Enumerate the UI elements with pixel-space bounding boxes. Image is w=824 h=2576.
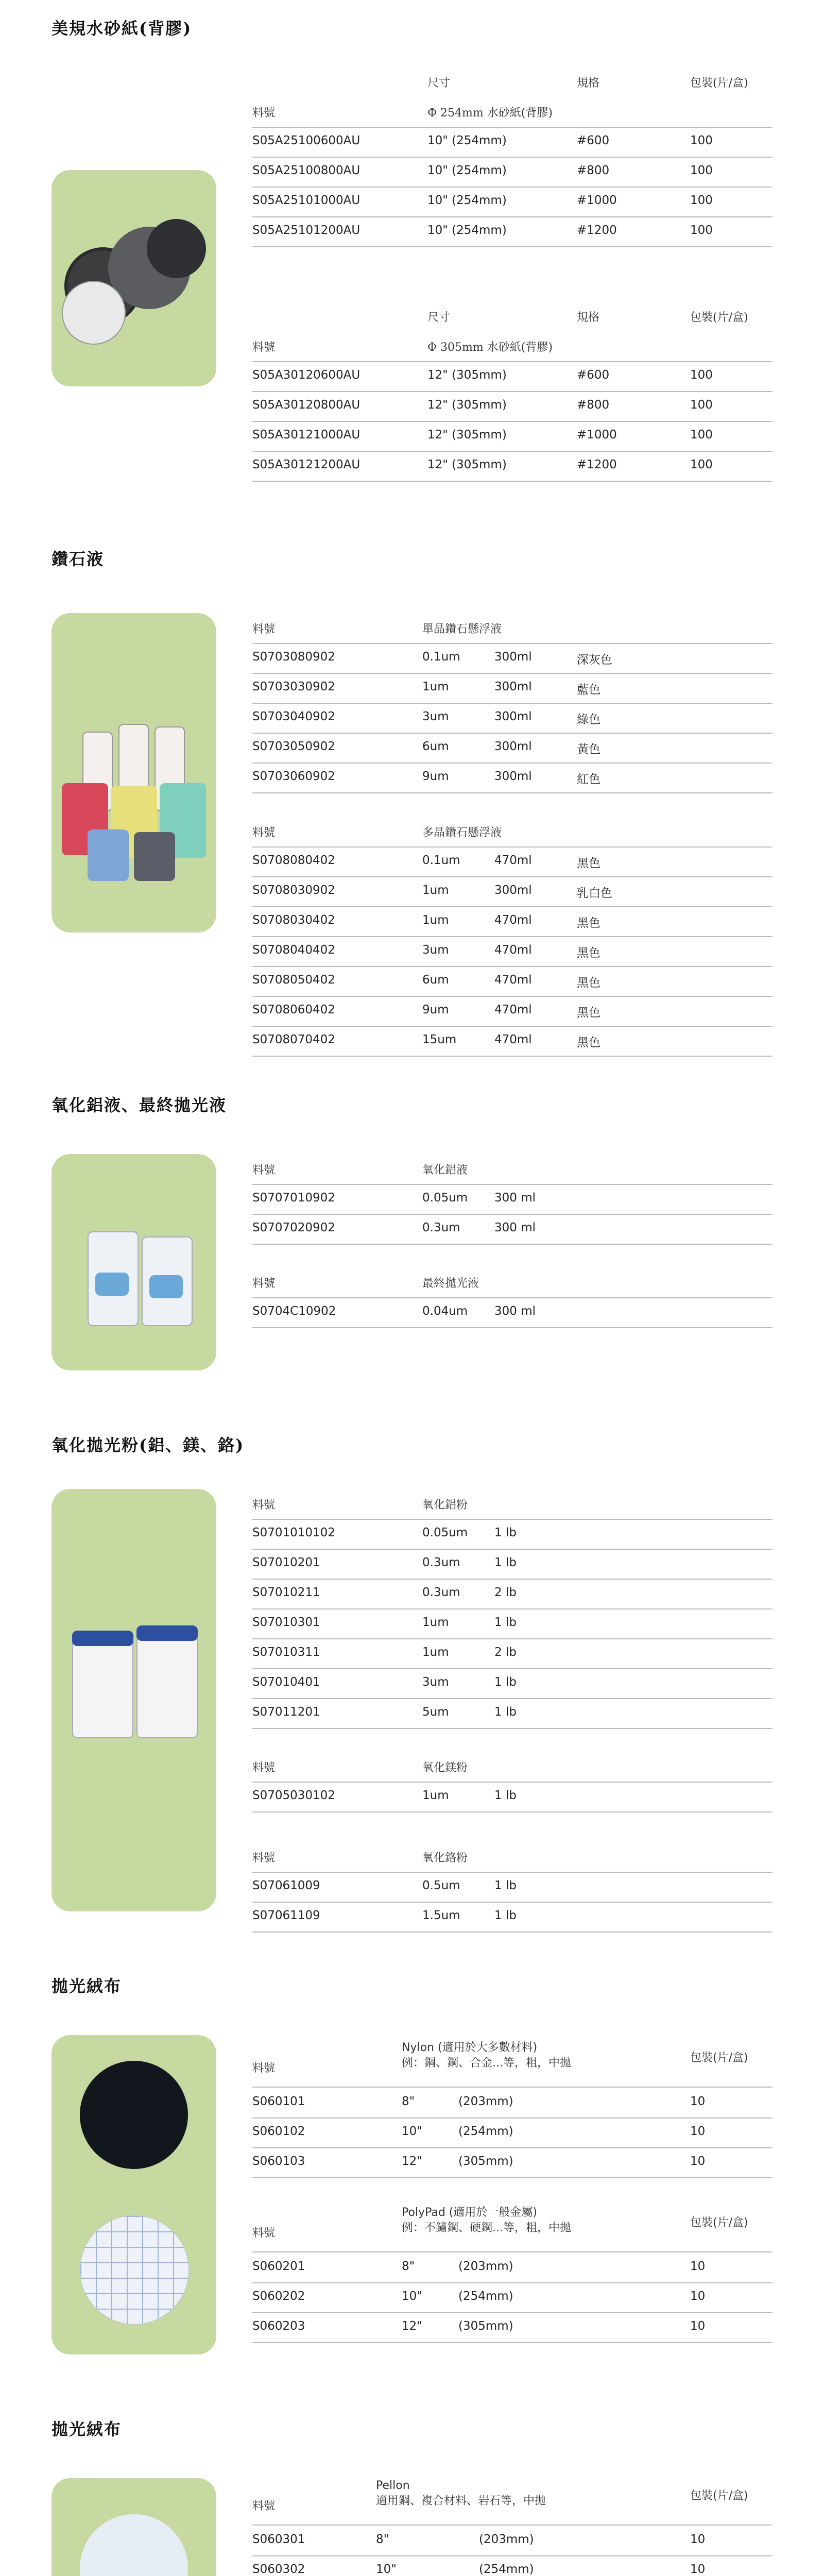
table-cell: S07011201 bbox=[252, 1705, 320, 1719]
nylon-pad-icon bbox=[80, 2061, 188, 2169]
table-cell: S0707010902 bbox=[252, 1191, 335, 1205]
table-cell: S0703080902 bbox=[252, 650, 335, 664]
table-cell: 300 ml bbox=[494, 1304, 536, 1318]
table-row bbox=[252, 1297, 772, 1328]
table-row bbox=[252, 1549, 772, 1580]
col-header: 包裝(片/盒) bbox=[690, 311, 748, 324]
table-cell: #600 bbox=[577, 368, 610, 382]
col-header: 料號 bbox=[252, 2062, 276, 2075]
table-row bbox=[252, 2147, 772, 2178]
table-cell: 100 bbox=[690, 398, 713, 412]
table-cell: #800 bbox=[577, 164, 610, 177]
table-cell: 300ml bbox=[494, 680, 532, 693]
table-cell: (254mm) bbox=[458, 2125, 513, 2138]
table-cell: 300 ml bbox=[494, 1191, 536, 1205]
product-image-cloth-2 bbox=[52, 2478, 216, 2576]
table-cell: (305mm) bbox=[458, 2155, 513, 2168]
table-cell: 黑色 bbox=[577, 917, 600, 930]
jar-icon bbox=[72, 1638, 133, 1738]
table-cell: 0.1um bbox=[422, 854, 460, 867]
table-cell: S060201 bbox=[252, 2260, 305, 2273]
table-cell: (254mm) bbox=[479, 2563, 534, 2576]
table-cell: 3um bbox=[422, 710, 449, 723]
table-row bbox=[252, 1638, 772, 1669]
table-cell: 1um bbox=[422, 1789, 449, 1802]
section-title: 美規水砂紙(背膠) bbox=[52, 19, 192, 38]
table-cell: 300 ml bbox=[494, 1221, 536, 1234]
table-cell: 1um bbox=[422, 1616, 449, 1629]
table-row bbox=[252, 673, 772, 704]
table-cell: 0.3um bbox=[422, 1556, 460, 1569]
table-cell: S0708070402 bbox=[252, 1033, 335, 1046]
col-header: 料號 bbox=[252, 2500, 276, 2513]
table-cell: 10" (254mm) bbox=[427, 134, 507, 147]
table-cell: 1 lb bbox=[494, 1675, 517, 1689]
table-cell: 470ml bbox=[494, 1003, 532, 1016]
table-cell: S05A30121000AU bbox=[252, 428, 360, 442]
col-header: 料號 bbox=[252, 1499, 276, 1512]
table-cell: 1 lb bbox=[494, 1616, 517, 1629]
bottle-icon bbox=[134, 832, 175, 881]
table-cell: 1 lb bbox=[494, 1556, 517, 1569]
table-cell: 100 bbox=[690, 164, 713, 177]
col-header: 單晶鑽石懸浮液 bbox=[422, 623, 502, 636]
table-row bbox=[252, 1608, 772, 1639]
table-row bbox=[252, 127, 772, 158]
table-cell: 300ml bbox=[494, 770, 532, 783]
col-header: 氧化鋁粉 bbox=[422, 1499, 468, 1512]
table-cell: 10" (254mm) bbox=[427, 164, 507, 177]
table-cell: 1 lb bbox=[494, 1789, 517, 1802]
table-cell: 10" (254mm) bbox=[427, 224, 507, 237]
table-row bbox=[252, 1184, 772, 1215]
table-cell: 470ml bbox=[494, 854, 532, 867]
table-cell: (203mm) bbox=[458, 2260, 513, 2273]
col-header: PolyPad (適用於一般金屬) bbox=[402, 2206, 537, 2219]
table-row bbox=[252, 876, 772, 907]
table-cell: 黑色 bbox=[577, 946, 600, 960]
bottle-label-icon bbox=[95, 1273, 129, 1296]
table-row bbox=[252, 1698, 772, 1729]
product-image-sandpaper bbox=[52, 170, 216, 386]
table-cell: S0703060902 bbox=[252, 770, 335, 783]
table-cell: 10" bbox=[402, 2290, 422, 2303]
col-header: 料號 bbox=[252, 623, 276, 636]
table-cell: S060301 bbox=[252, 2533, 305, 2546]
table-cell: 0.05um bbox=[422, 1526, 468, 1539]
table-cell: 0.3um bbox=[422, 1586, 460, 1599]
table-row bbox=[252, 391, 772, 422]
col-header: 例：鋼、鋼、合金...等，粗，中拋 bbox=[402, 2057, 571, 2070]
table-cell: S07061009 bbox=[252, 1879, 320, 1892]
table-cell: S0708050402 bbox=[252, 973, 335, 987]
table-cell: 10 bbox=[690, 2125, 706, 2138]
table-cell: 3um bbox=[422, 943, 449, 957]
col-header: 多晶鑽石懸浮液 bbox=[422, 826, 502, 839]
table-cell: 100 bbox=[690, 134, 713, 147]
table-cell: S060101 bbox=[252, 2095, 305, 2108]
table-cell: 10 bbox=[690, 2155, 706, 2168]
table-cell: S07010301 bbox=[252, 1616, 320, 1629]
table-cell: 300ml bbox=[494, 650, 532, 664]
table-cell: 10 bbox=[690, 2563, 706, 2576]
table-row bbox=[252, 2088, 772, 2119]
table-cell: 1um bbox=[422, 1646, 449, 1659]
table-row bbox=[252, 157, 772, 188]
table-cell: 藍色 bbox=[577, 683, 600, 697]
table-row bbox=[252, 1902, 772, 1933]
table-cell: 1um bbox=[422, 680, 449, 693]
col-header: 包裝(片/盒) bbox=[690, 2216, 748, 2229]
bottle-icon bbox=[88, 829, 129, 881]
table-cell: 10" bbox=[376, 2563, 397, 2576]
table-cell: 10" (254mm) bbox=[427, 194, 507, 207]
table-cell: #1200 bbox=[577, 224, 617, 237]
table-cell: 12" (305mm) bbox=[427, 428, 507, 442]
col-header: 料號 bbox=[252, 107, 276, 120]
table-cell: 6um bbox=[422, 740, 449, 753]
table-cell: 470ml bbox=[494, 973, 532, 987]
col-header: 規格 bbox=[577, 77, 600, 90]
col-header: Pellon bbox=[376, 2479, 410, 2492]
table-cell: (203mm) bbox=[479, 2533, 534, 2546]
table-cell: 1 lb bbox=[494, 1879, 517, 1892]
table-row bbox=[252, 1519, 772, 1550]
col-header: Φ 305mm 水砂紙(背膠) bbox=[427, 341, 553, 354]
table-cell: S07061109 bbox=[252, 1909, 320, 1922]
table-cell: (305mm) bbox=[458, 2319, 513, 2333]
table-row bbox=[252, 1782, 772, 1812]
table-cell: #1200 bbox=[577, 458, 617, 471]
polypad-grid-icon bbox=[80, 2215, 189, 2325]
table-cell: S05A25101200AU bbox=[252, 224, 360, 237]
table-cell: S0703040902 bbox=[252, 710, 335, 723]
table-cell: (254mm) bbox=[458, 2290, 513, 2303]
table-cell: 12" bbox=[402, 2155, 422, 2168]
table-cell: 12" (305mm) bbox=[427, 458, 507, 471]
col-header: Φ 254mm 水砂紙(背膠) bbox=[427, 107, 553, 120]
col-header: Nylon (適用於大多數材料) bbox=[402, 2041, 538, 2054]
table-row bbox=[252, 2282, 772, 2313]
table-row bbox=[252, 733, 772, 764]
table-cell: 黑色 bbox=[577, 857, 600, 870]
table-cell: 10 bbox=[690, 2260, 706, 2273]
table-cell: 10 bbox=[690, 2319, 706, 2333]
col-header: 氧化鉻粉 bbox=[422, 1852, 468, 1865]
table-cell: 9um bbox=[422, 1003, 449, 1016]
table-cell: 100 bbox=[690, 194, 713, 207]
col-header: 規格 bbox=[577, 311, 600, 324]
table-cell: #1000 bbox=[577, 428, 617, 442]
table-cell: 10" bbox=[402, 2125, 422, 2138]
col-header: 料號 bbox=[252, 1164, 276, 1177]
table-row bbox=[252, 1872, 772, 1903]
table-cell: 12" (305mm) bbox=[427, 368, 507, 382]
table-cell: 0.05um bbox=[422, 1191, 468, 1205]
col-header: 料號 bbox=[252, 341, 276, 354]
table-cell: #800 bbox=[577, 398, 610, 412]
table-cell: 15um bbox=[422, 1033, 457, 1046]
table-cell: S0708030902 bbox=[252, 884, 335, 897]
table-row bbox=[252, 762, 772, 793]
col-header: 包裝(片/盒) bbox=[690, 2489, 748, 2502]
table-row bbox=[252, 703, 772, 734]
table-cell: S05A30121200AU bbox=[252, 458, 360, 471]
table-row bbox=[252, 846, 772, 877]
col-header: 包裝(片/盒) bbox=[690, 77, 748, 90]
table-cell: 1um bbox=[422, 884, 449, 897]
table-cell: 2 lb bbox=[494, 1646, 517, 1659]
section-title: 拋光絨布 bbox=[52, 2419, 122, 2439]
table-cell: 12" bbox=[402, 2319, 422, 2333]
table-cell: 1 lb bbox=[494, 1705, 517, 1719]
product-image-cloth-1 bbox=[52, 2035, 216, 2354]
table-cell: 8" bbox=[402, 2260, 415, 2273]
table-cell: 8" bbox=[402, 2095, 415, 2108]
table-row bbox=[252, 421, 772, 452]
table-row bbox=[252, 643, 772, 674]
table-cell: 黑色 bbox=[577, 976, 600, 990]
table-cell: 6um bbox=[422, 973, 449, 987]
table-cell: S0707020902 bbox=[252, 1221, 335, 1234]
table-cell: S0708040402 bbox=[252, 943, 335, 957]
table-cell: 100 bbox=[690, 428, 713, 442]
jar-lid-icon bbox=[136, 1625, 198, 1641]
table-cell: (203mm) bbox=[458, 2095, 513, 2108]
col-header: 尺寸 bbox=[427, 311, 451, 324]
sandpaper-disc-icon bbox=[147, 219, 206, 278]
table-cell: S060202 bbox=[252, 2290, 305, 2303]
table-row bbox=[252, 1214, 772, 1245]
table-cell: S0708060402 bbox=[252, 1003, 335, 1016]
table-cell: 黃色 bbox=[577, 743, 600, 756]
table-cell: 5um bbox=[422, 1705, 449, 1719]
table-cell: 綠色 bbox=[577, 713, 600, 726]
col-header: 最終拋光液 bbox=[422, 1277, 479, 1290]
table-row bbox=[252, 216, 772, 247]
table-cell: 紅色 bbox=[577, 773, 600, 786]
table-cell: 100 bbox=[690, 458, 713, 471]
section-title: 氧化拋光粉(鋁、鎂、鉻) bbox=[52, 1435, 245, 1455]
table-cell: 10 bbox=[690, 2095, 706, 2108]
table-cell: S07010201 bbox=[252, 1556, 320, 1569]
table-cell: 9um bbox=[422, 770, 449, 783]
table-cell: 1.5um bbox=[422, 1909, 460, 1922]
col-header: 料號 bbox=[252, 1277, 276, 1290]
table-cell: 470ml bbox=[494, 943, 532, 957]
bottle-label-icon bbox=[149, 1275, 183, 1298]
section-title: 鑽石液 bbox=[52, 549, 105, 569]
table-cell: 10 bbox=[690, 2290, 706, 2303]
product-image-diamond bbox=[52, 613, 216, 933]
table-cell: S0704C10902 bbox=[252, 1304, 336, 1318]
table-row bbox=[252, 1579, 772, 1609]
table-row bbox=[252, 2117, 772, 2148]
product-image-powder bbox=[52, 1489, 216, 1911]
table-row bbox=[252, 1026, 772, 1057]
table-cell: 100 bbox=[690, 224, 713, 237]
table-cell: 黑色 bbox=[577, 1036, 600, 1049]
table-cell: 1um bbox=[422, 913, 449, 927]
table-row bbox=[252, 996, 772, 1027]
jar-icon bbox=[136, 1633, 198, 1738]
table-cell: S060203 bbox=[252, 2319, 305, 2333]
table-cell: 1 lb bbox=[494, 1909, 517, 1922]
table-row bbox=[252, 2555, 772, 2576]
table-cell: S07010401 bbox=[252, 1675, 320, 1689]
col-header: 料號 bbox=[252, 826, 276, 839]
table-cell: S0708080402 bbox=[252, 854, 335, 867]
table-cell: 0.5um bbox=[422, 1879, 460, 1892]
table-cell: 0.04um bbox=[422, 1304, 468, 1318]
table-cell: 10 bbox=[690, 2533, 706, 2546]
table-cell: 2 lb bbox=[494, 1586, 517, 1599]
table-row bbox=[252, 2526, 772, 2556]
table-cell: S0701010102 bbox=[252, 1526, 335, 1539]
table-cell: S05A30120800AU bbox=[252, 398, 360, 412]
table-cell: 乳白色 bbox=[577, 887, 612, 900]
table-cell: S060102 bbox=[252, 2125, 305, 2138]
col-header: 氧化鋁液 bbox=[422, 1164, 468, 1177]
col-header: 料號 bbox=[252, 1761, 276, 1774]
section-title: 拋光絨布 bbox=[52, 1976, 122, 1996]
table-cell: S05A25100800AU bbox=[252, 164, 360, 177]
table-cell: S0705030102 bbox=[252, 1789, 335, 1802]
table-cell: 黑色 bbox=[577, 1006, 600, 1020]
table-cell: 1 lb bbox=[494, 1526, 517, 1539]
table-cell: #1000 bbox=[577, 194, 617, 207]
col-header: 包裝(片/盒) bbox=[690, 2052, 748, 2064]
table-cell: S060103 bbox=[252, 2155, 305, 2168]
col-header: 尺寸 bbox=[427, 77, 451, 90]
table-row bbox=[252, 361, 772, 392]
table-row bbox=[252, 966, 772, 997]
table-cell: S05A30120600AU bbox=[252, 368, 360, 382]
table-row bbox=[252, 1668, 772, 1699]
table-row bbox=[252, 187, 772, 217]
col-header: 例：不鏽鋼、硬鋼...等，粗，中拋 bbox=[402, 2222, 571, 2234]
col-header: 適用鋼、複合材料、岩石等，中拋 bbox=[376, 2495, 546, 2507]
table-row bbox=[252, 936, 772, 967]
table-cell: 0.1um bbox=[422, 650, 460, 664]
table-cell: #600 bbox=[577, 134, 610, 147]
table-cell: S05A25101000AU bbox=[252, 194, 360, 207]
pellon-pad-icon bbox=[80, 2514, 188, 2576]
jar-lid-icon bbox=[72, 1631, 133, 1646]
sandpaper-disc-back-icon bbox=[62, 281, 126, 345]
table-row bbox=[252, 451, 772, 482]
table-cell: S07010311 bbox=[252, 1646, 320, 1659]
col-header: 料號 bbox=[252, 2227, 276, 2240]
table-cell: S0703050902 bbox=[252, 740, 335, 753]
table-cell: 300ml bbox=[494, 884, 532, 897]
product-image-alumina bbox=[52, 1154, 216, 1370]
table-row bbox=[252, 2252, 772, 2283]
table-row bbox=[252, 906, 772, 937]
table-cell: 3um bbox=[422, 1675, 449, 1689]
table-cell: 深灰色 bbox=[577, 653, 612, 667]
table-cell: S0703030902 bbox=[252, 680, 335, 693]
table-cell: S0708030402 bbox=[252, 913, 335, 927]
table-cell: 300ml bbox=[494, 740, 532, 753]
table-cell: S05A25100600AU bbox=[252, 134, 360, 147]
col-header: 料號 bbox=[252, 1852, 276, 1865]
table-cell: 8" bbox=[376, 2533, 389, 2546]
table-cell: 470ml bbox=[494, 913, 532, 927]
table-cell: 12" (305mm) bbox=[427, 398, 507, 412]
table-cell: 100 bbox=[690, 368, 713, 382]
table-cell: S060302 bbox=[252, 2563, 305, 2576]
table-cell: 300ml bbox=[494, 710, 532, 723]
table-cell: 470ml bbox=[494, 1033, 532, 1046]
table-cell: 0.3um bbox=[422, 1221, 460, 1234]
col-header: 氧化鎂粉 bbox=[422, 1761, 468, 1774]
table-row bbox=[252, 2312, 772, 2343]
section-title: 氧化鋁液、最終拋光液 bbox=[52, 1095, 227, 1115]
table-cell: S07010211 bbox=[252, 1586, 320, 1599]
